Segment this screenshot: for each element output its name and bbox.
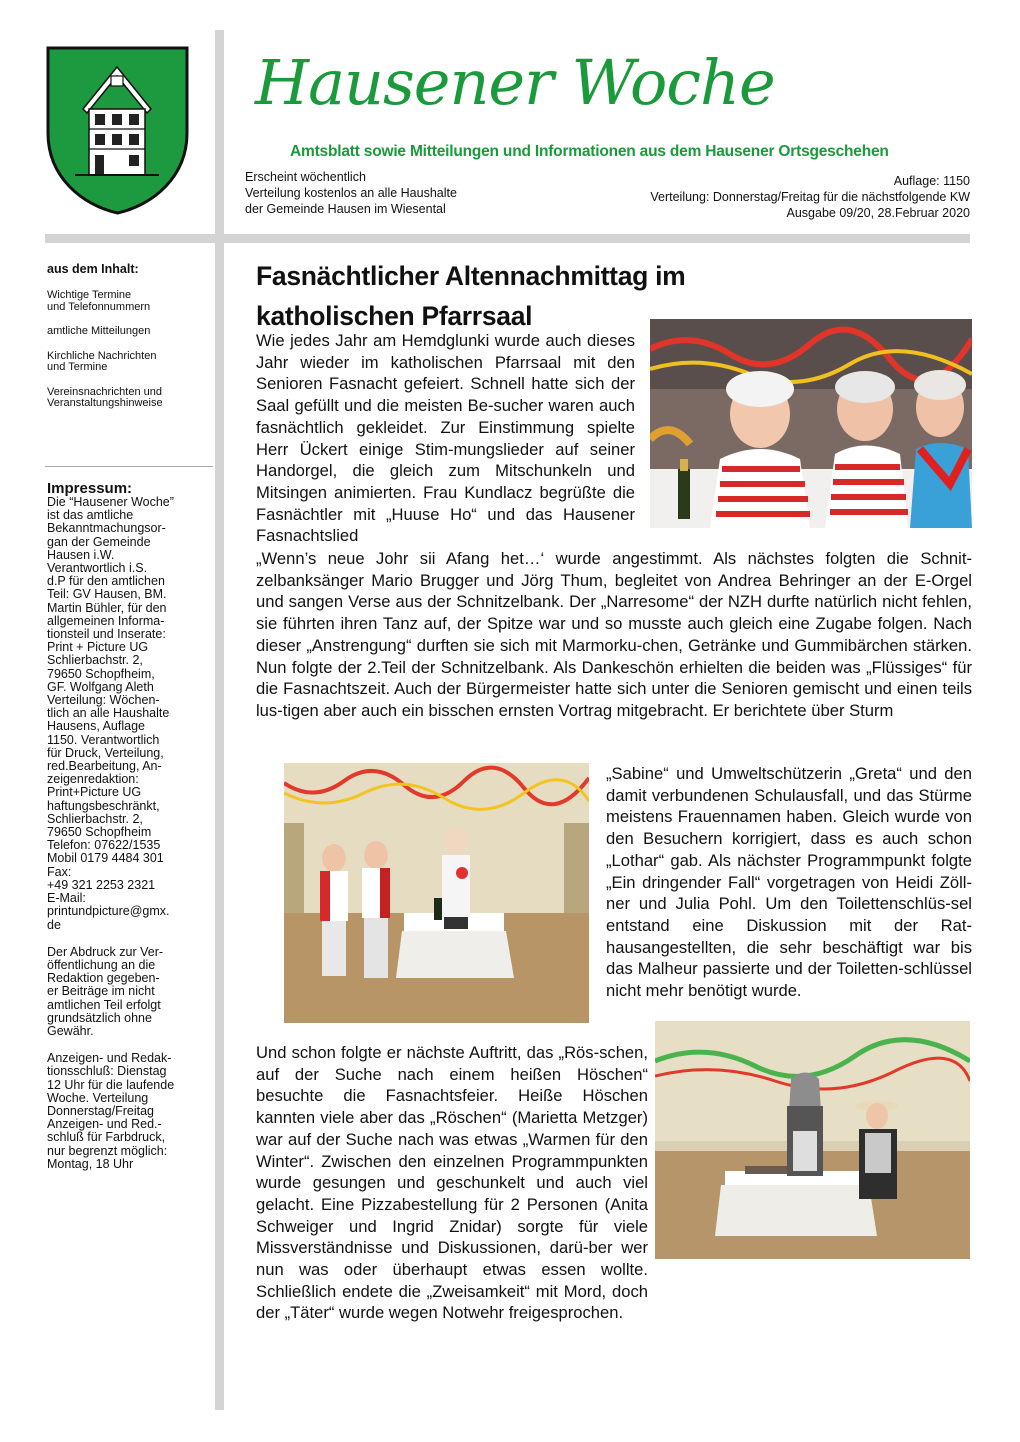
publication-info-left: [245, 169, 457, 217]
article-paragraph-1: Wie jedes Jahr am Hemdglunki wurde auch dieses Jahr wieder im katholischen Pfarrsaal mit den Senioren Fasnacht gefeiert. Schnell hatte sich der Saal gefüllt und die meisten Be-sucher waren auch fasnächtlich gekleidet. Zur Einstimmung spielte Herr Ückert einige Stim-mungslieder auf seiner Handorgel, die gleich zum Mitschunkeln und Mitsingen animierten. Frau Kundlacz begrüßte die Fasnächtler mit „Huuse Ho“ und das Hausener Fasnachtslied: [256, 331, 635, 546]
article-headline: Fasnächtlicher Altennachmittag im katholischen Pfarrsaal: [256, 261, 686, 331]
sketch-performance-photo: [655, 1021, 970, 1259]
impressum: [47, 496, 212, 1171]
toc-entry[interactable]: Vereinsnachrichten und Veranstaltungshinweise: [47, 385, 163, 409]
senior-carnival-photo: [650, 319, 972, 528]
coat-of-arms-icon: [45, 45, 190, 215]
toc-entry[interactable]: Wichtige Termine und Telefonnummern: [47, 289, 151, 313]
disclaimer-text: Der Abdruck zur Ver- öffentlichung an die Redaktion gegeben- er Beiträge im nicht amtlichen Teil erfolgt grundsätzlich ohne Gewähr.: [47, 944, 164, 1038]
toc-entry[interactable]: Kirchliche Nachrichten und Termine: [47, 349, 157, 373]
publication-info-right: [650, 173, 970, 221]
article-paragraph-3: „Sabine“ und Umweltschützerin „Greta“ und den damit verbundenen Schulausfall, und das Stürme meistens Frauennamen haben. Gleich wurde von den Besuchern korrigiert, dass es auch schon „Lothar“ gab. Als nächster Programmpunkt folgte „Ein dringender Fall“ vorgetragen von Heidi Zöll-ner und Julia Pohl. Um den Toilettenschlüs-sel entstand eine Diskussion mit der Rat-hausangestellten, die sehr beschäftigt war bis das Malheur passierte und der Toiletten-schlüssel nicht mehr benötigt wurde.: [606, 764, 972, 1001]
meta-line: Ausgabe 09/20, 28.Februar 2020: [786, 206, 970, 220]
stage-performance-photo: [284, 763, 589, 1023]
meta-line: Verteilung kostenlos an alle Haushalte: [245, 186, 457, 200]
sidebar-divider: [45, 466, 213, 467]
table-of-contents: [47, 290, 212, 423]
meta-line: Auflage: 1150: [893, 174, 970, 188]
toc-heading: aus dem Inhalt:: [47, 262, 139, 276]
article-paragraph-4: Und schon folgte er nächste Auftritt, das „Rös-schen, auf der Suche nach einem heißen Höschen“ besuchte die Fasnachtsfeier. Heiße Höschen kannten viele aber das „Röschen“ (Marietta Metzger) war auf der Suche nach was etwas „Warmen für den Winter“. Zwischen den einzelnen Programmpunkten wurde gesungen und geschunkelt und auch viel gelacht. Eine Pizzabestellung für 2 Personen (Anita Schweiger und Ingrid Znidar) sorgte für viele Missverständnisse und Diskussionen, darü-ber wer nun was oder überhaupt etwas essen wollte. Schließlich endete die „Zweisamkeit“ mit Mord, doch der „Täter“ wurde wegen Notwehr freigesprochen.: [256, 1043, 648, 1323]
article-paragraph-2: „Wenn’s neue Johr sii Afang het…‘ wurde angestimmt. Als nächstes folgten die Schnit-zelbanksänger Mario Brugger und Jörg Thum, begleitet von Andrea Behringer an der E-Orgel und sangen Verse aus der Schnitzelbank. Der „Narresome“ der NZH durfte natürlich nicht fehlen, sie führten ihren Tanz auf, der Spitze war und so musste auch gleich eine Zugabe folgen. Nach dieser „Anstrengung“ durften sie sich mit Marmorku-chen, Getränke und Gummibärchen stärken. Nun folgte der 2.Teil der Schnitzelbank. Als Dankeschön erhielten die beiden was „Flüssiges“ für die Fasnachtszeit. Auch der Bürgermeister hatte sich unter die Senioren gemischt und einen teils lus-tigen aber auch ein bisschen ernsten Vortrag mitgebracht. Er berichtete über Sturm: [256, 549, 972, 720]
toc-entry[interactable]: amtliche Mitteilungen: [47, 325, 151, 337]
deadline-text: Anzeigen- und Redak- tionsschluß: Dienstag 12 Uhr für die laufende Woche. Verteilung Donnerstag/Freitag Anzeigen- und Red.- schluß für Farbdruck, nur begrenzt möglich: Montag, 18 Uhr: [47, 1051, 175, 1171]
masthead-title: Hausener Woche: [255, 46, 775, 119]
meta-line: Erscheint wöchentlich: [245, 170, 366, 184]
horizontal-divider: [45, 234, 970, 243]
meta-line: Verteilung: Donnerstag/Freitag für die nächstfolgende KW: [650, 190, 970, 204]
impressum-heading: Impressum:: [47, 480, 133, 497]
impressum-text: Die “Hausener Woche” ist das amtliche Bekanntmachungsor- gan der Gemeinde Hausen i.W. Verantwortlich i.S. d.P für den amtlichen Teil: GV Hausen, BM. Martin Bühler, für den allgemeinen Informa- tionsteil und Inserate: Print + Picture UG Schlierbachstr. 2, 79650 Schopfheim, GF. Wolfgang Aleth Verteilung: Wöchen- tlich an alle Haushalte Hausens, Auflage 1150. Verantwortlich für Druck, Verteilung, red.Bearbeitung, An- zeigenredaktion: Print+Picture UG haftungsbeschränkt, Schlierbachstr. 2, 79650 Schopfheim Telefon: 07622/1535 Mobil 0179 4484 301 Fax: +49 321 2253 2321 E-Mail: printundpicture@gmx. de: [47, 495, 174, 932]
meta-line: der Gemeinde Hausen im Wiesental: [245, 202, 446, 216]
masthead-subtitle: Amtsblatt sowie Mitteilungen und Informationen aus dem Hausener Ortsgeschehen: [290, 143, 889, 160]
